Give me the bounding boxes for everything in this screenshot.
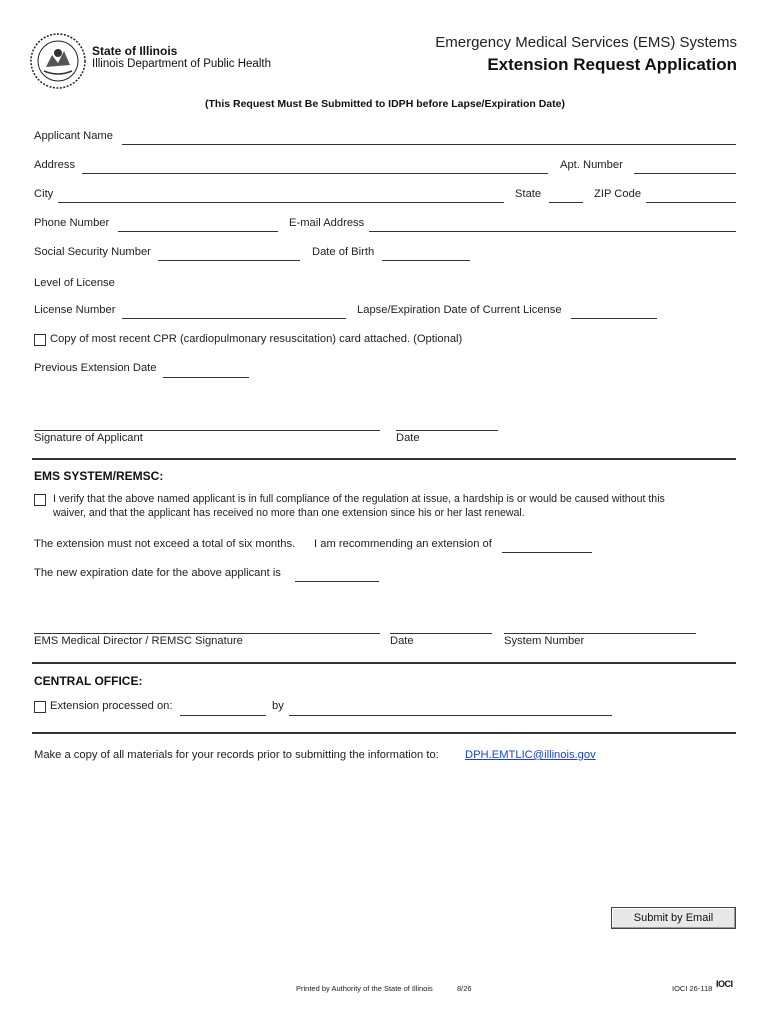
recommend-extension-label: I am recommending an extension of bbox=[314, 538, 492, 550]
new-expiration-label: The new expiration date for the above applicant is bbox=[34, 567, 281, 579]
license-number-label: License Number bbox=[34, 304, 116, 316]
applicant-name-label: Applicant Name bbox=[34, 130, 113, 142]
previous-extension-field[interactable] bbox=[163, 377, 249, 378]
central-office-heading: CENTRAL OFFICE: bbox=[34, 674, 143, 688]
city-field[interactable] bbox=[58, 202, 504, 203]
director-date-label: Date bbox=[390, 635, 414, 647]
director-signature-label: EMS Medical Director / REMSC Signature bbox=[34, 635, 243, 647]
city-label: City bbox=[34, 188, 54, 200]
ssn-label: Social Security Number bbox=[34, 246, 151, 258]
applicant-name-field[interactable] bbox=[122, 144, 736, 145]
cpr-card-checkbox[interactable] bbox=[34, 334, 46, 346]
form-title: Extension Request Application bbox=[487, 55, 737, 74]
system-number-field[interactable] bbox=[504, 633, 696, 634]
extension-limit-text: The extension must not exceed a total of six months. bbox=[34, 538, 296, 550]
license-number-field[interactable] bbox=[122, 318, 346, 319]
director-date-field[interactable] bbox=[390, 633, 492, 634]
director-signature-field[interactable] bbox=[34, 633, 380, 634]
lapse-date-field[interactable] bbox=[571, 318, 657, 319]
section-divider bbox=[32, 732, 736, 734]
email-address-label: E-mail Address bbox=[289, 217, 365, 229]
applicant-date-label: Date bbox=[396, 432, 420, 444]
applicant-date-field[interactable] bbox=[396, 430, 498, 431]
applicant-signature-field[interactable] bbox=[34, 430, 380, 431]
printed-by-authority: Printed by Authority of the State of Illinois bbox=[296, 984, 433, 993]
email-link[interactable]: DPH.EMTLIC@illinois.gov bbox=[465, 749, 596, 761]
previous-extension-label: Previous Extension Date bbox=[34, 362, 157, 374]
zip-code-field[interactable] bbox=[646, 202, 736, 203]
applicant-signature-label: Signature of Applicant bbox=[34, 432, 143, 444]
submission-note: (This Request Must Be Submitted to IDPH before Lapse/Expiration Date) bbox=[205, 98, 565, 110]
phone-number-label: Phone Number bbox=[34, 217, 110, 229]
address-label: Address bbox=[34, 159, 76, 171]
address-field[interactable] bbox=[82, 173, 548, 174]
ioci-logo: IOCI bbox=[716, 979, 733, 989]
submit-by-email-button[interactable]: Submit by Email bbox=[611, 907, 736, 929]
cpr-card-label: Copy of most recent CPR (cardiopulmonary resuscitation) card attached. (Optional) bbox=[50, 333, 463, 345]
processed-date-field[interactable] bbox=[180, 715, 266, 716]
processed-by-field[interactable] bbox=[289, 715, 612, 716]
date-of-birth-label: Date of Birth bbox=[312, 246, 375, 258]
recommend-extension-field[interactable] bbox=[502, 552, 592, 553]
ems-system-heading: EMS SYSTEM/REMSC: bbox=[34, 469, 164, 483]
lapse-date-label: Lapse/Expiration Date of Current License bbox=[357, 304, 562, 316]
zip-code-label: ZIP Code bbox=[594, 188, 642, 200]
date-of-birth-field[interactable] bbox=[382, 260, 470, 261]
state-label: State bbox=[515, 188, 542, 200]
phone-number-field[interactable] bbox=[118, 231, 278, 232]
processed-by-label: by bbox=[272, 700, 284, 712]
state-seal-icon bbox=[30, 33, 86, 89]
form-code: IOCI 26-118 bbox=[672, 984, 713, 993]
form-title-line1: Emergency Medical Services (EMS) Systems bbox=[435, 34, 737, 51]
section-divider bbox=[32, 458, 736, 460]
verify-compliance-line1: I verify that the above named applicant is in full compliance of the regulation at issue, a hardship is or would be caused without this bbox=[53, 493, 665, 505]
print-date: 8/26 bbox=[457, 984, 472, 993]
agency-department: Illinois Department of Public Health bbox=[92, 58, 271, 70]
verify-compliance-line2: waiver, and that the applicant has received no more than one extension since his or her last renewal. bbox=[53, 507, 525, 519]
level-of-license-label: Level of License bbox=[34, 277, 115, 289]
apt-number-field[interactable] bbox=[634, 173, 736, 174]
copy-instructions-text: Make a copy of all materials for your records prior to submitting the information to: bbox=[34, 749, 439, 761]
state-field[interactable] bbox=[549, 202, 583, 203]
section-divider bbox=[32, 662, 736, 664]
verify-compliance-checkbox[interactable] bbox=[34, 494, 46, 506]
system-number-label: System Number bbox=[504, 635, 585, 647]
extension-processed-checkbox[interactable] bbox=[34, 701, 46, 713]
apt-number-label: Apt. Number bbox=[560, 159, 623, 171]
email-address-field[interactable] bbox=[369, 231, 736, 232]
extension-processed-label: Extension processed on: bbox=[50, 700, 173, 712]
ssn-field[interactable] bbox=[158, 260, 300, 261]
new-expiration-field[interactable] bbox=[295, 581, 379, 582]
agency-name: State of Illinois bbox=[92, 44, 178, 58]
